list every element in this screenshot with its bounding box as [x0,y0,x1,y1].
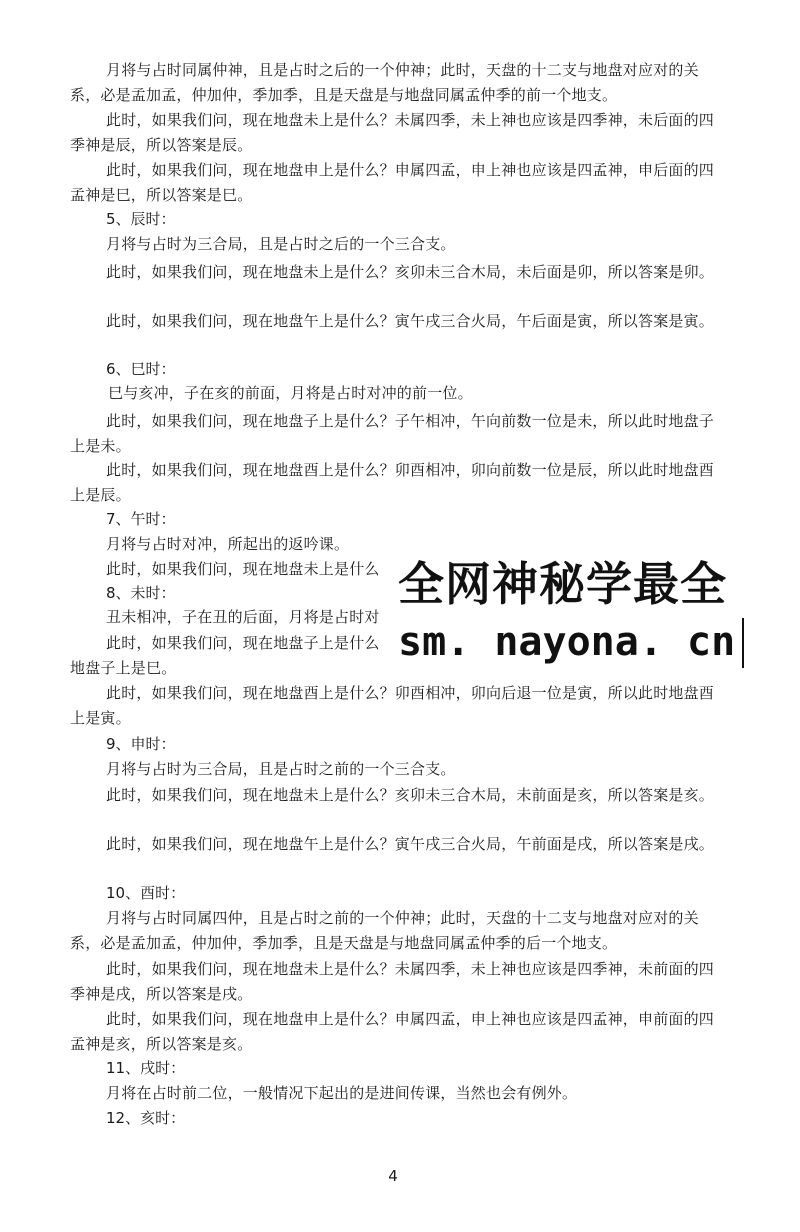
paragraph: 月将与占时为三合局，且是占时之后的一个三合支。 [106,235,456,253]
paragraph: 此时，如果我们问，现在地盘子上是什么？子午相冲，午向前数一位是未，所以此时地盘子上是未。 [70,412,715,455]
paragraph: 此时，如果我们问，现在地盘午上是什么？寅午戌三合火局，午后面是寅，所以答案是寅。 [106,312,715,330]
text-cursor [742,618,744,668]
section-heading: 7、午时： [106,510,176,528]
paragraph: 此时，如果我们问，现在地盘未上是什么？亥卯未三合木局，未后面是卯，所以答案是卯。 [106,263,715,281]
paragraph: 此时，如果我们问，现在地盘未上是什么？未属四季，未上神也应该是四季神，未后面的四季神是辰，所以答案是辰。 [70,111,715,154]
paragraph: 巳与亥冲，子在亥的前面，月将是占时对冲的前一位。 [108,384,473,402]
paragraph: 此时，如果我们问，现在地盘申上是什么？申属四孟，申上神也应该是四孟神，申前面的四孟神是亥，所以答案是亥。 [70,1010,715,1053]
paragraph: 月将与占时同属四仲，且是占时之前的一个仲神；此时，天盘的十二支与地盘对应对的关系，必是孟加孟，仲加仲，季加季，且是天盘是与地盘同属孟仲季的后一个地支。 [70,909,699,952]
section-heading: 9、申时： [106,735,176,753]
paragraph: 此时，如果我们问，现在地盘未上是什么？亥卯未三合木局，未前面是亥，所以答案是亥。 [106,786,715,804]
paragraph: 月将与占时对冲，所起出的返吟课。 [106,535,350,553]
page-number: 4 [388,1167,398,1185]
paragraph: 此时，如果我们问，现在地盘未上是什么 [106,560,380,578]
paragraph: 月将在占时前二位，一般情况下起出的是进间传课，当然也会有例外。 [106,1084,578,1102]
paragraph: 此时，如果我们问，现在地盘申上是什么？申属四孟，申上神也应该是四孟神，申后面的四孟神是巳，所以答案是巳。 [70,161,715,204]
section-heading: 11、戌时： [106,1059,186,1077]
paragraph: 此时，如果我们问，现在地盘酉上是什么？卯酉相冲，卯向后退一位是寅，所以此时地盘酉上是寅。 [70,684,715,727]
section-heading: 6、巳时： [106,360,176,378]
section-heading: 5、辰时： [106,210,176,228]
paragraph: 此时，如果我们问，现在地盘午上是什么？寅午戌三合火局，午前面是戌，所以答案是戌。 [106,835,715,853]
paragraph: 此时，如果我们问，现在地盘子上是什么 [106,634,380,652]
paragraph: 月将与占时同属仲神，且是占时之后的一个仲神；此时，天盘的十二支与地盘对应对的关系，必是孟加孟，仲加仲，季加季，且是天盘是与地盘同属孟仲季的前一个地支。 [70,61,699,104]
watermark-title: 全网神秘学最全 [398,557,727,611]
paragraph: 此时，如果我们问，现在地盘未上是什么？未属四季，未上神也应该是四季神，未前面的四季神是戌，所以答案是戌。 [70,960,715,1003]
section-heading: 10、酉时： [106,884,186,902]
section-heading: 8、未时： [106,584,176,602]
paragraph: 丑未相冲，子在丑的后面，月将是占时对 [106,608,380,626]
paragraph: 地盘子上是巳。 [70,659,177,677]
paragraph: 月将与占时为三合局，且是占时之前的一个三合支。 [106,760,456,778]
section-heading: 12、亥时： [106,1109,186,1127]
watermark-url: sm. nayona. cn [398,619,736,665]
paragraph: 此时，如果我们问，现在地盘酉上是什么？卯酉相冲，卯向前数一位是辰，所以此时地盘酉上是辰。 [70,461,715,504]
